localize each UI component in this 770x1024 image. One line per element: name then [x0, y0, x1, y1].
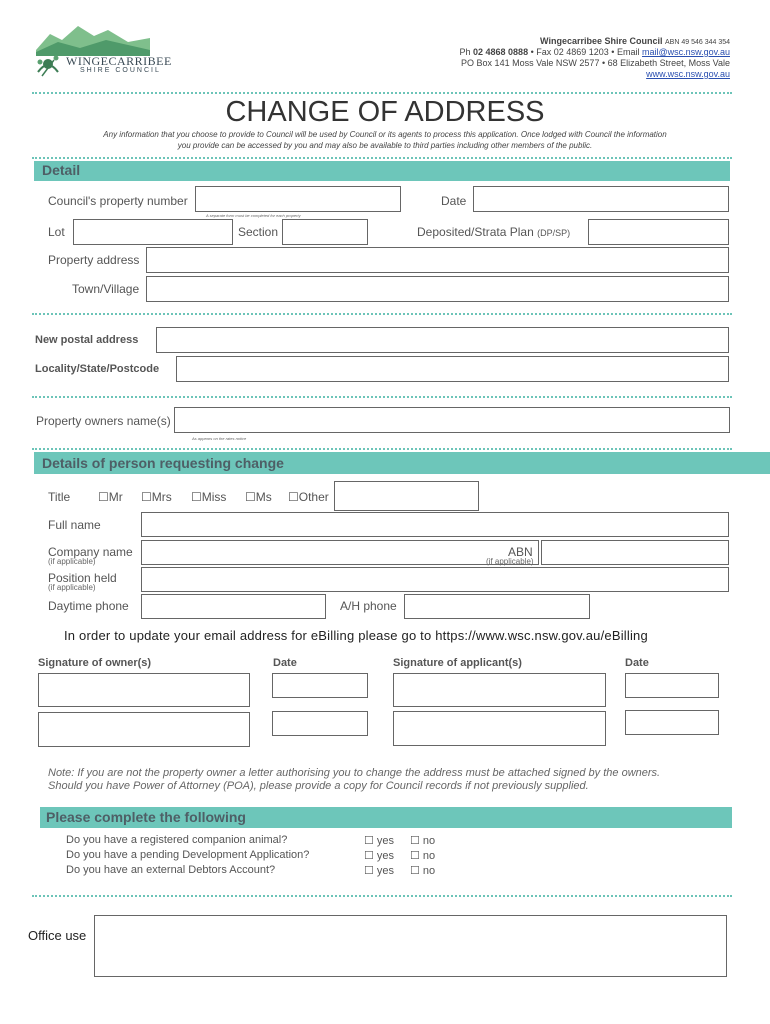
company-label: Company name: [48, 545, 133, 559]
applicant-date-label: Date: [625, 657, 649, 669]
section-field[interactable]: [282, 219, 368, 245]
header-phone: 02 4868 0888: [473, 47, 529, 57]
title-ms-checkbox[interactable]: ☐Ms: [245, 490, 272, 504]
development-yes-checkbox[interactable]: ☐ yes: [364, 850, 395, 862]
note-line-2: Should you have Power of Attorney (POA), please provide a copy for Council records if not previously supplied.: [48, 780, 589, 792]
position-if-applicable: (if applicable): [48, 583, 96, 592]
header-email-link[interactable]: mail@wsc.nsw.gov.au: [641, 47, 730, 57]
divider: [32, 313, 732, 315]
divider: [32, 92, 732, 94]
date-label: Date: [441, 194, 467, 208]
detail-heading: Detail: [42, 162, 81, 178]
page-title: CHANGE OF ADDRESS: [225, 96, 545, 128]
divider: [32, 396, 732, 398]
daytime-phone-field[interactable]: [141, 594, 326, 619]
title-mr-checkbox[interactable]: ☐Mr: [98, 490, 123, 504]
section-label: Section: [238, 225, 279, 239]
owners-note: As appears on the rates notice: [192, 436, 247, 441]
locality-label: Locality/State/Postcode: [35, 363, 160, 375]
date-field[interactable]: [473, 186, 729, 212]
owner-signature-field-2[interactable]: [38, 712, 250, 747]
companion-yes-checkbox[interactable]: ☐ yes: [364, 835, 395, 847]
owner-signature-field-1[interactable]: [38, 673, 250, 707]
office-use-field[interactable]: [94, 915, 727, 977]
divider: [32, 157, 732, 159]
header-org: Wingecarribee Shire Council: [540, 36, 663, 46]
complete-section-header: [40, 807, 732, 828]
dp-text: Deposited/Strata Plan: [417, 225, 534, 239]
owner-date-field-1[interactable]: [272, 673, 368, 698]
header-address: PO Box 141 Moss Vale NSW 2577 • 68 Elizabeth Street, Moss Vale: [461, 58, 730, 68]
dp-suffix: (DP/SP): [537, 228, 571, 238]
companion-no-checkbox[interactable]: ☐ no: [410, 835, 436, 847]
divider: [32, 895, 732, 897]
full-name-field[interactable]: [141, 512, 729, 537]
ebilling-note: In order to update your email address for eBilling please go to https://www.wsc.nsw.gov.au/eBilling: [64, 628, 648, 643]
requester-heading: Details of person requesting change: [42, 455, 284, 471]
header-contact-line: [459, 47, 730, 57]
locality-field[interactable]: [176, 356, 729, 382]
header-ph-label: Ph: [459, 47, 471, 57]
logo-subtitle: SHIRE COUNCIL: [80, 67, 161, 74]
position-label: Position held: [48, 571, 117, 585]
applicant-signature-field-2[interactable]: [393, 711, 606, 746]
office-use-label: Office use: [28, 928, 87, 943]
separate-form-note: A separate form must be completed for each property: [206, 213, 301, 218]
position-field[interactable]: [141, 567, 729, 592]
ah-phone-field[interactable]: [404, 594, 590, 619]
header-abn: ABN 49 546 344 354: [665, 39, 730, 46]
applicant-signature-field-1[interactable]: [393, 673, 606, 707]
full-name-label: Full name: [48, 518, 101, 532]
lot-label: Lot: [48, 225, 65, 239]
title-mrs-checkbox[interactable]: ☐Mrs: [141, 490, 172, 504]
applicant-date-field-1[interactable]: [625, 673, 719, 698]
owner-date-label: Date: [273, 657, 297, 669]
property-number-label: Council's property number: [48, 194, 188, 208]
new-postal-field[interactable]: [156, 327, 729, 353]
title-miss-checkbox[interactable]: ☐Miss: [191, 490, 227, 504]
privacy-line-1: Any information that you choose to provide to Council will be used by Council or its agents to process this application. Once lodged with Council the information: [103, 130, 667, 139]
abn-field[interactable]: [541, 540, 729, 565]
company-if-applicable: (if applicable): [48, 557, 96, 566]
dp-field[interactable]: [588, 219, 729, 245]
complete-heading: Please complete the following: [46, 809, 246, 825]
property-address-field[interactable]: [146, 247, 729, 273]
note-line-1: Note: If you are not the property owner a letter authorising you to change the address must be attached signed by the owners.: [48, 767, 661, 779]
header-website-link[interactable]: www.wsc.nsw.gov.au: [646, 69, 730, 79]
question-companion-animal: Do you have a registered companion animal?: [66, 834, 288, 846]
applicant-signature-label: Signature of applicant(s): [393, 657, 522, 669]
owners-field[interactable]: [174, 407, 730, 433]
lot-field[interactable]: [73, 219, 233, 245]
title-other-checkbox[interactable]: ☐Other: [288, 490, 329, 504]
new-postal-label: New postal address: [35, 334, 139, 346]
title-other-field[interactable]: [334, 481, 479, 511]
town-label: Town/Village: [72, 282, 140, 296]
town-field[interactable]: [146, 276, 729, 302]
detail-section-header: [34, 161, 730, 181]
header-org-line: [540, 36, 730, 46]
property-number-field[interactable]: [195, 186, 401, 212]
daytime-phone-label: Daytime phone: [48, 599, 129, 613]
ah-phone-label: A/H phone: [340, 599, 397, 613]
logo-name: WINGECARRIBEE: [66, 54, 172, 68]
debtors-yes-checkbox[interactable]: ☐ yes: [364, 865, 395, 877]
abn-label: ABN: [508, 545, 533, 559]
applicant-date-field-2[interactable]: [625, 710, 719, 735]
development-no-checkbox[interactable]: ☐ no: [410, 850, 436, 862]
owner-date-field-2[interactable]: [272, 711, 368, 736]
dp-label: [417, 225, 570, 239]
privacy-line-2: you provide can be accessed by you and may also be available to third parties including other members of the public.: [177, 141, 593, 150]
divider: [32, 448, 732, 450]
owner-signature-label: Signature of owner(s): [38, 657, 152, 669]
abn-if-applicable: (if applicable): [486, 557, 534, 566]
title-label: Title: [48, 490, 71, 504]
company-field[interactable]: [141, 540, 539, 565]
requester-section-header: [34, 452, 770, 474]
header-fax: • Fax 02 4869 1203 • Email: [530, 47, 640, 57]
property-address-label: Property address: [48, 253, 140, 267]
debtors-no-checkbox[interactable]: ☐ no: [410, 865, 436, 877]
question-development-application: Do you have a pending Development Application?: [66, 849, 310, 861]
owners-label: Property owners name(s): [36, 414, 171, 428]
question-debtors-account: Do you have an external Debtors Account?: [66, 864, 276, 876]
